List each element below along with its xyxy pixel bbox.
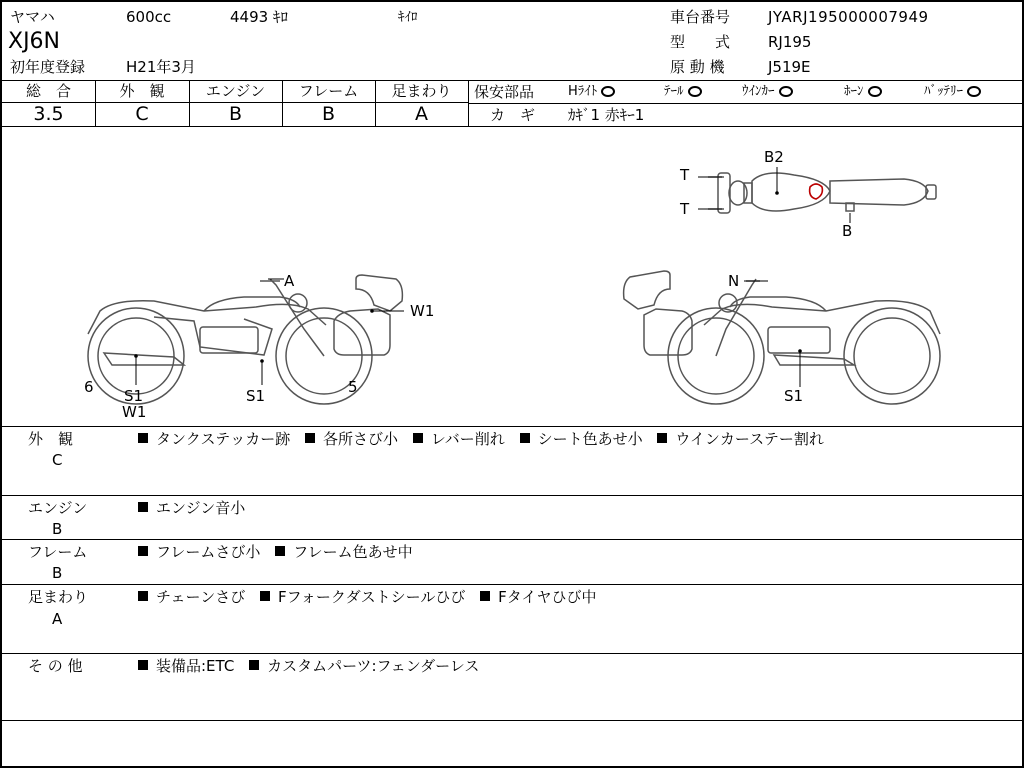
divider — [468, 103, 1024, 104]
bullet-square-icon — [260, 591, 270, 601]
label-w1: W1 — [410, 302, 435, 320]
list-item: エンジン音小 — [138, 499, 245, 517]
bike-right-view — [624, 271, 940, 404]
label-b: B — [842, 222, 853, 240]
list-item: ウインカーステー割れ — [657, 430, 824, 448]
engine-label: 原 動 機 — [670, 58, 725, 76]
list-item: Fフォークダストシールひび — [260, 588, 465, 606]
safety-item-battery: ﾊﾞｯﾃﾘｰ — [924, 83, 981, 101]
bullet-square-icon — [657, 433, 667, 443]
list-item: レバー削れ — [413, 430, 505, 448]
grade-label-suspension: 足まわり — [391, 82, 452, 100]
key-value: ｶｷﾞ1 赤ｷｰ1 — [568, 106, 645, 124]
displacement: 600cc — [126, 8, 172, 26]
section-grade-engine: B — [52, 520, 63, 538]
label-w1-left: W1 — [122, 403, 147, 421]
check-circle-icon — [779, 86, 793, 97]
grade-value-exterior: C — [135, 103, 149, 125]
label-s1-mid: S1 — [246, 387, 266, 405]
type-value: RJ195 — [768, 33, 812, 51]
list-item: カスタムパーツ:フェンダーレス — [249, 657, 479, 675]
list-item: シート色あせ小 — [520, 430, 643, 448]
list-item: タンクステッカー跡 — [138, 430, 290, 448]
label-t1: T — [680, 166, 690, 184]
engine-value: J519E — [768, 58, 811, 76]
frame-no-value: JYARJ195000007949 — [768, 8, 929, 26]
divider — [2, 126, 1024, 127]
mileage: 4493 ｷﾛ — [230, 8, 288, 26]
divider — [2, 539, 1024, 540]
grade-label-engine: エンジン — [205, 82, 266, 100]
safety-item-winker: ｳｲﾝｶｰ — [742, 83, 793, 101]
label-s1-right: S1 — [784, 387, 804, 405]
safety-label: 保安部品 — [474, 83, 535, 101]
divider — [468, 80, 469, 126]
list-item: チェーンさび — [138, 588, 245, 606]
bullet-square-icon — [138, 502, 148, 512]
grade-value-frame: B — [321, 103, 336, 125]
bullet-square-icon — [138, 433, 148, 443]
list-item: 各所さび小 — [305, 430, 398, 448]
section-items-engine — [138, 498, 255, 518]
section-items-frame — [138, 542, 423, 562]
safety-item-tail: ﾃｰﾙ — [664, 83, 702, 101]
list-item: 装備品:ETC — [138, 657, 234, 675]
bullet-square-icon — [249, 660, 259, 670]
grade-value-overall: 3.5 — [33, 103, 64, 125]
first-reg-label: 初年度登録 — [10, 58, 86, 76]
grade-label-frame: フレーム — [298, 82, 359, 100]
grade-value-suspension: A — [415, 103, 428, 125]
label-t2: T — [680, 200, 690, 218]
label-6: 6 — [84, 378, 94, 396]
type-label: 型 式 — [670, 33, 731, 51]
check-circle-icon — [868, 86, 882, 97]
mileage-unit: ｷｲﾛ — [398, 10, 418, 25]
bullet-square-icon — [138, 591, 148, 601]
divider — [2, 495, 1024, 496]
check-circle-icon — [688, 86, 702, 97]
safety-item-horn: ﾎｰﾝ — [844, 83, 882, 101]
frame-no-label: 車台番号 — [670, 8, 731, 26]
section-grade-exterior: C — [52, 451, 63, 469]
label-a: A — [284, 272, 295, 290]
list-item: Fタイヤひび中 — [480, 588, 596, 606]
model-name: XJ6N — [8, 29, 61, 54]
bike-top-view — [698, 167, 936, 223]
section-title-other: そ の 他 — [28, 657, 83, 675]
divider — [2, 80, 1024, 81]
divider — [2, 426, 1024, 427]
section-items-exterior — [138, 429, 834, 449]
safety-item-headlight: Hﾗｲﾄ — [568, 83, 615, 101]
section-items-suspension — [138, 587, 606, 607]
list-item: フレームさび小 — [138, 543, 260, 561]
divider — [2, 720, 1024, 721]
check-circle-icon — [967, 86, 981, 97]
key-label: カ ギ — [490, 106, 536, 124]
bullet-square-icon — [413, 433, 423, 443]
divider — [2, 653, 1024, 654]
bullet-square-icon — [480, 591, 490, 601]
grade-value-engine: B — [228, 103, 243, 125]
label-n: N — [728, 272, 740, 290]
bullet-square-icon — [520, 433, 530, 443]
damage-diagram — [4, 129, 1024, 426]
bullet-square-icon — [138, 660, 148, 670]
section-title-frame: フレーム — [28, 543, 88, 561]
grade-label-exterior: 外 観 — [119, 82, 165, 100]
first-reg-value: H21年3月 — [126, 58, 196, 76]
check-circle-icon — [601, 86, 615, 97]
section-grade-suspension: A — [52, 610, 63, 628]
section-title-suspension: 足まわり — [28, 588, 89, 606]
maker: ヤマハ — [10, 8, 55, 26]
label-5: 5 — [348, 378, 358, 396]
section-title-exterior: 外 観 — [28, 430, 74, 448]
divider — [2, 584, 1024, 585]
section-grade-frame: B — [52, 564, 63, 582]
bullet-square-icon — [138, 546, 148, 556]
bullet-square-icon — [305, 433, 315, 443]
list-item: フレーム色あせ中 — [275, 543, 412, 561]
grade-label-overall: 総 合 — [25, 82, 71, 100]
label-s1-left: S1 — [124, 387, 144, 405]
section-items-other — [138, 656, 489, 676]
section-title-engine: エンジン — [28, 499, 88, 517]
bullet-square-icon — [275, 546, 285, 556]
label-b2: B2 — [764, 148, 784, 166]
